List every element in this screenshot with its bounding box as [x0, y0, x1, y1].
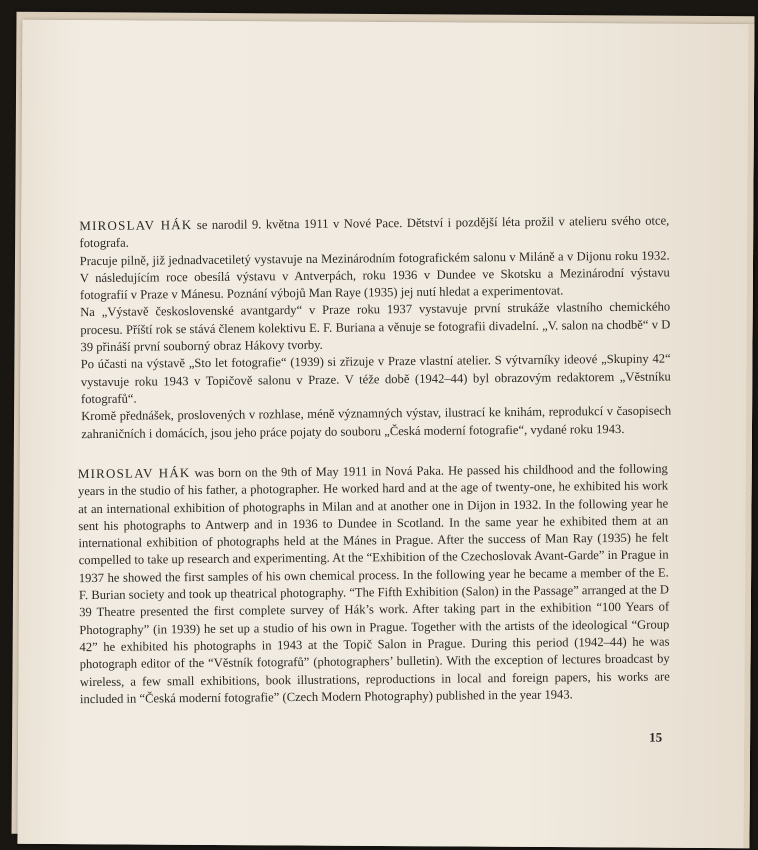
czech-paragraph-2: Pracuje pilně, již jednadvacetiletý vystavuje na Mezinárodním fotografickém salonu v Miláně a v Dijonu roku 1932. V následujícím roce obesílá výstavu v Antverpách, roku 1936 v Dundee ve Skotsku a Mezinárodní výstavu fotografií v Praze v Mánesu. Poznání výbojů Man Raye (1935) jej nutí hledat a experimentovat. — [79, 248, 670, 303]
czech-biography — [79, 211, 671, 443]
english-paragraph-text: was born on the 9th of May 1911 in Nová Paka. He passed his childhood and the following years in the studio of his father, a photographer. He worked hard and at the age of twenty-one, he exhibited his work at an international exhibition of photographs in Milan and at another one in Dijon in 1932. In the following year he sent his photographs to Antwerp and in 1936 to Dundee in Scotland. In the same year he exhibited them at an international exhibition of photographs held at the Mánes in Prague. After the success of Man Ray (1935) he felt compelled to take up research and experimenting. At the “Exhibition of the Czechoslovak Avant-Garde” in Prague in 1937 he showed the first samples of his own chemical process. In the following year he became a member of the E. F. Burian society and took up theatrical photography. “The Fifth Exhibition (Salon) in the Passage” arranged at the D 39 Theatre presented the first complete survey of Hák’s work. After taking part in the exhibition “100 Years of Photography” (in 1939) he set up a studio of his own in Prague. Together with the artists of the ideological “Group 42” he exhibited his photographs in 1943 at the Topič Salon in Prague. During this period (1942–44) he was photograph editor of the “Věstník fotografů” (photographers’ bulletin). With the exception of lectures broadcast by wireless, a few small exhibitions, book illustrations, reproductions in local and foreign papers, his works are included in “Česká moderní fotografie” (Czech Modern Photography) published in the year 1943. — [77, 461, 670, 706]
book-page — [17, 20, 754, 848]
czech-name: MIROSLAV HÁK — [79, 217, 193, 234]
czech-paragraph-5: Kromě přednášek, proslovených v rozhlase, méně významných výstav, ilustrací ke knihám, reprodukcí v časopisech zahraničních i domácích, jsou jeho práce pojaty do souboru „Česká moderní fotografie“, vydané roku 1943. — [81, 403, 672, 441]
english-name: MIROSLAV HÁK — [77, 465, 191, 482]
book-page-edge — [11, 12, 754, 838]
czech-paragraph-3: Na „Výstavě československé avantgardy“ v Praze roku 1937 vystavuje první strukáže vlastního chemického procesu. Příští rok se stává členem kolektivu E. F. Buriana a věnuje se fotografii divadelní. „V. salon na chodbě“ v D 39 přináší první souborný obraz Hákovy tvorby. — [80, 299, 671, 355]
page-number: 15 — [649, 729, 663, 745]
czech-paragraph-4: Po účasti na výstavě „Sto let fotografie“ (1939) si zřizuje v Praze vlastní atelier. S výtvarníky ideové „Skupiny 42“ vystavuje roku 1943 v Topičově salonu v Praze. V téže době (1942–44) byl obrazovým redaktorem „Věstníku fotografů“. — [80, 351, 671, 407]
czech-paragraph-intro — [79, 211, 669, 252]
czech-paragraph-1-text: se narodil 9. května 1911 v Nové Pace. Dětství i pozdější léta prožil v atelieru svého otce, fotografa. — [79, 213, 670, 251]
english-paragraph — [78, 459, 670, 708]
english-biography — [78, 459, 670, 708]
